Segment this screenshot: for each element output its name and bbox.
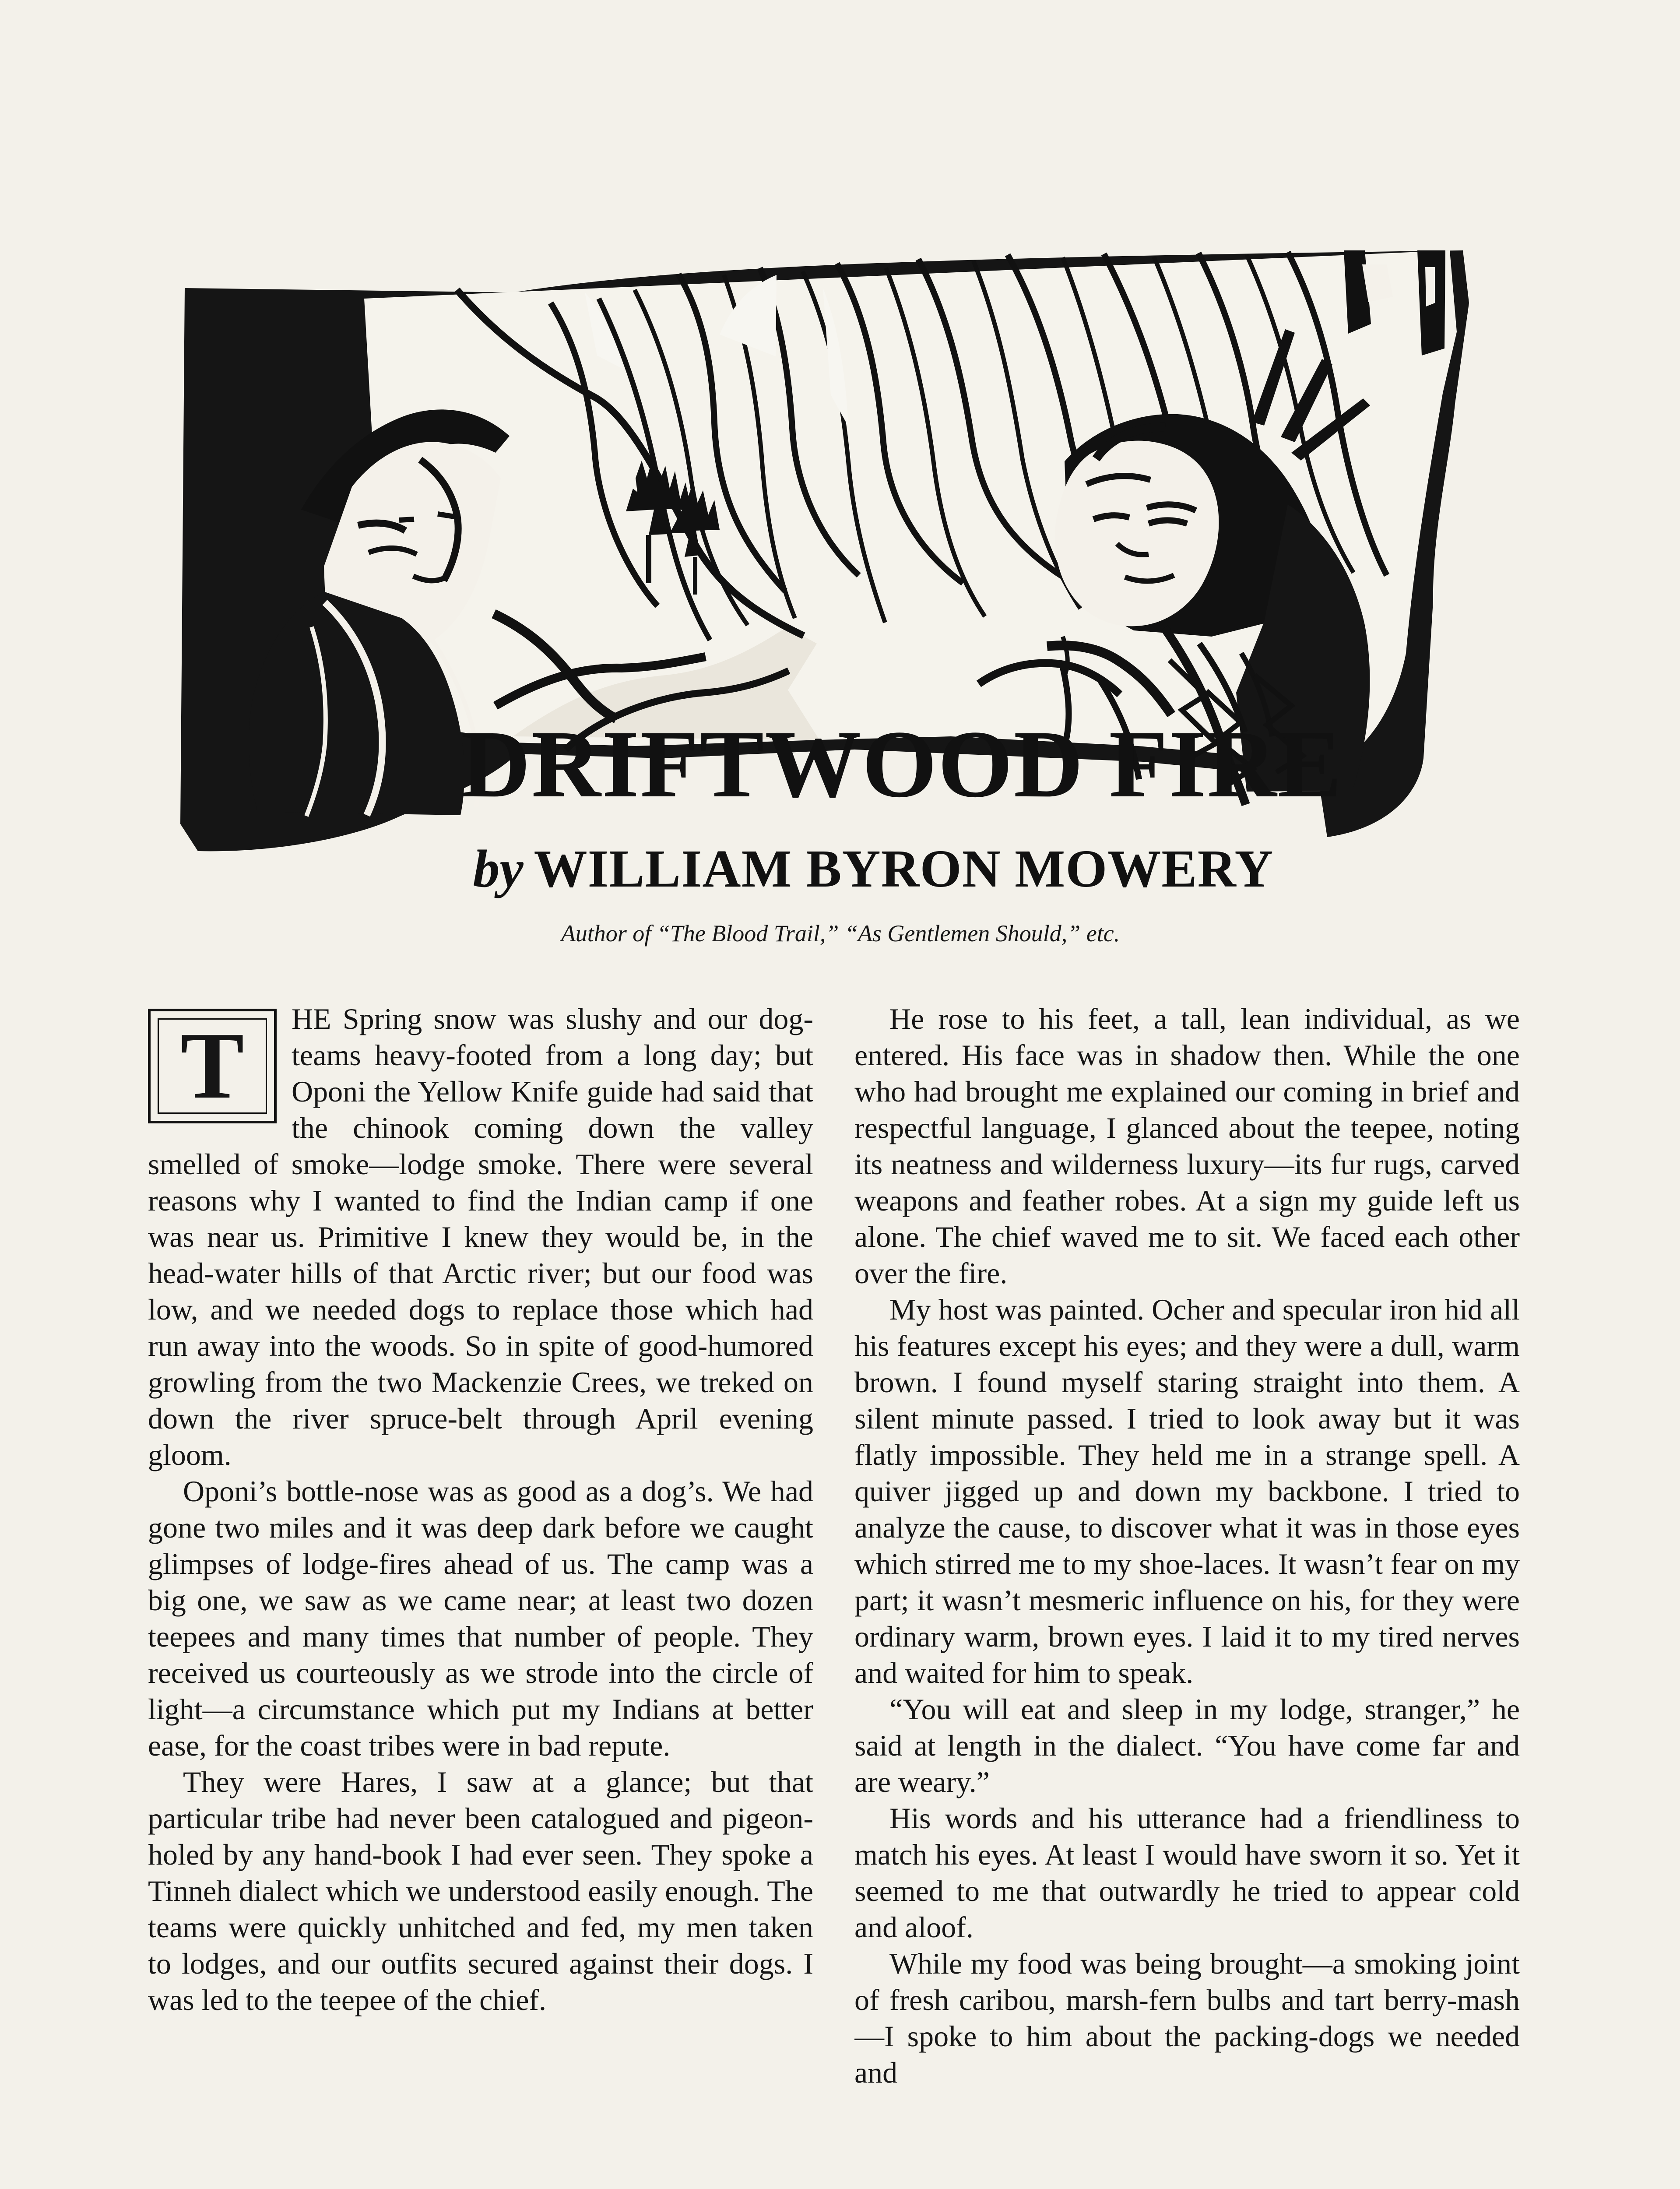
- left-column-paragraph: HE Spring snow was slushy and our dog-teams heavy-footed from a long day; but Oponi the Yellow Knife guide had said that the chinook coming down the valley smelled of smoke—lodge smoke. There were several reasons why I wanted to find the Indian camp if one was near us. Primitive I knew they would be, in the head-water hills of that Arctic river; but our food was low, and we needed dogs to replace those which had run away into the woods. So in spite of good-humored growling from the two Mackenzie Crees, we treked on down the river spruce-belt through April evening gloom.: [148, 1002, 813, 1471]
- drop-cap-letter: T: [180, 1013, 244, 1119]
- right-column-paragraph: His words and his utterance had a friendliness to match his eyes. At least I would have sworn it so. Yet it seemed to me that outwardly he tried to appear cold and aloof.: [854, 1802, 1520, 1944]
- byline-prefix: by: [473, 839, 524, 898]
- story-title: DRIFTWOOD FIRE: [460, 711, 1343, 817]
- right-column: [854, 1001, 1520, 2189]
- left-column-paragraph: Oponi’s bottle-nose was as good as a dog’s. We had gone two miles and it was deep dark before we caught glimpses of lodge-fires ahead of us. The camp was a big one, we saw as we came near; at least two dozen teepees and many times that number of people. They received us courteously as we strode into the circle of light—a circumstance which put my Indians at better ease, for the coast tribes were in bad repute.: [148, 1475, 813, 1762]
- left-column-paragraph: They were Hares, I saw at a glance; but that particular tribe had never been catalogued and pigeon-holed by any hand-book I had ever seen. They spoke a Tinneh dialect which we understood easily enough. The teams were quickly unhitched and fed, my men taken to lodges, and our outfits secured against their dogs. I was led to the teepee of the chief.: [148, 1765, 813, 2017]
- right-column-paragraph: “You will eat and sleep in my lodge, stranger,” he said at length in the dialect. “You have come far and are weary.”: [854, 1693, 1520, 1798]
- left-column: [148, 1001, 813, 2189]
- author-name: WILLIAM BYRON MOWERY: [534, 839, 1274, 898]
- title-block: [416, 711, 1388, 817]
- right-column-paragraph: He rose to his feet, a tall, lean individual, as we entered. His face was in shadow then. While the one who had brought me explained our coming in brief and respectful language, I glanced about the teepee, noting its neatness and wilderness luxury—its fur rugs, carved weapons and feather robes. At a sign my guide left us alone. The chief waved me to sit. We faced each other over the fire.: [854, 1002, 1520, 1290]
- right-column-paragraph: My host was painted. Ocher and specular iron hid all his features except his eyes; and they were a dull, warm brown. I found myself staring straight into them. A silent minute passed. I tried to look away but it was flatly impossible. They held me in a strange spell. A quiver jigged up and down my backbone. I tried to analyze the cause, to discover what it was in those eyes which stirred me to my shoe-laces. It wasn’t fear on my part; it wasn’t mesmeric influence on his, for they were ordinary warm, brown eyes. I laid it to my tired nerves and waited for him to speak.: [854, 1293, 1520, 1689]
- right-column-paragraph: While my food was being brought—a smoking joint of fresh caribou, marsh-fern bulbs and tart berry-mash—I spoke to him about the packing-dogs we needed and: [854, 1947, 1520, 2089]
- drop-cap-box: [148, 1009, 277, 1123]
- author-byline: [411, 836, 1335, 897]
- author-credits: Author of “The Blood Trail,” “As Gentlemen Should,” etc.: [561, 920, 1120, 947]
